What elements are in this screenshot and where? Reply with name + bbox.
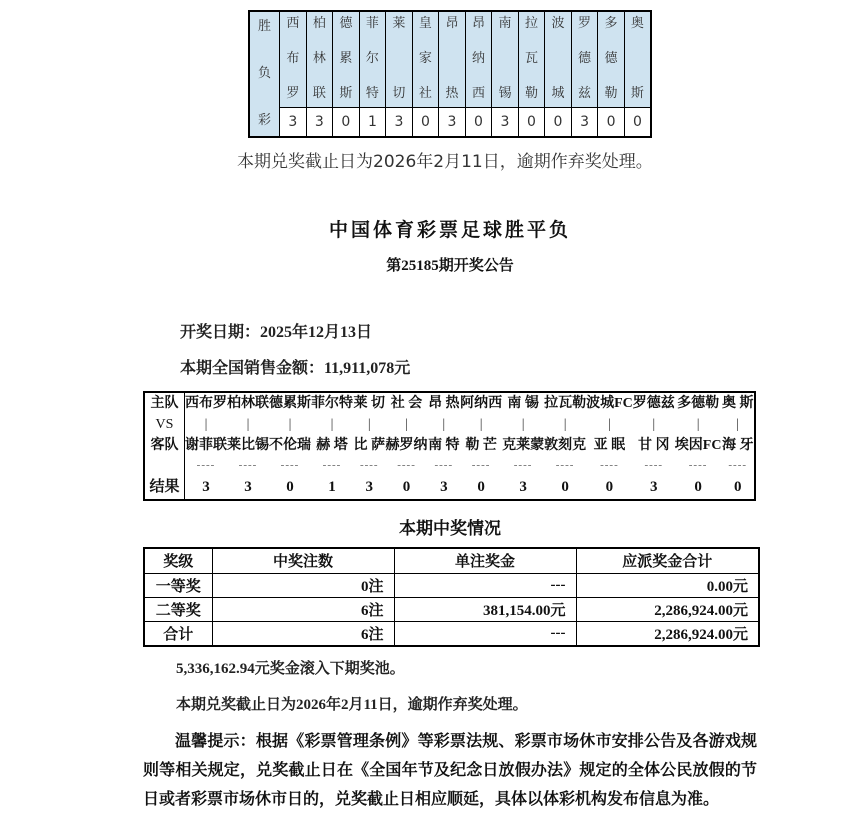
- match-column: [227, 393, 269, 499]
- wdl-team-cell: [492, 11, 519, 107]
- wdl-team-char: 尔: [365, 51, 379, 67]
- wdl-team-char: 柏: [312, 16, 326, 32]
- away-team-name: 海 牙: [721, 438, 754, 453]
- prize-column-header: 中奖注数: [212, 548, 394, 573]
- wdl-result-cell: 3: [439, 107, 466, 137]
- away-team-name: 埃因FC: [674, 438, 722, 453]
- label-vs: VS: [155, 417, 174, 432]
- score-dash: ----: [600, 459, 619, 471]
- match-column: [353, 393, 386, 499]
- wdl-team-char: 皇: [418, 16, 432, 32]
- wdl-team-name: [280, 15, 306, 103]
- wdl-team-name: [519, 15, 545, 103]
- match-columns: [185, 393, 754, 499]
- match-result-value: 0: [477, 479, 485, 495]
- away-team-name: 亚 眠: [593, 438, 626, 453]
- prize-count: 6注: [212, 621, 394, 646]
- match-column: [460, 393, 502, 499]
- prize-header-row: [144, 548, 759, 573]
- prize-row: [144, 573, 759, 597]
- wdl-team-cell: [359, 11, 386, 107]
- away-team-name: 敦刻克: [544, 438, 587, 453]
- away-team-name: 克莱蒙: [502, 438, 545, 453]
- vs-separator: |: [405, 417, 408, 432]
- wdl-header-row: [249, 11, 651, 107]
- match-result-value: 0: [402, 479, 411, 495]
- wdl-team-char: 罗: [578, 16, 592, 32]
- prize-column-header: 奖级: [144, 548, 212, 573]
- wdl-team-char: 累: [339, 51, 353, 67]
- home-team-name: 波城FC: [586, 396, 633, 411]
- wdl-result-cell: 0: [412, 107, 439, 137]
- away-team-name: 莱比锡: [227, 438, 269, 453]
- match-column: [721, 393, 754, 499]
- vs-separator: |: [204, 417, 208, 432]
- label-away-team: 客队: [150, 438, 179, 453]
- wdl-team-char: 勒: [524, 86, 538, 102]
- match-result-value: 3: [519, 479, 527, 495]
- score-dash: ----: [471, 459, 491, 471]
- wdl-result-cell: 3: [280, 107, 307, 137]
- score-dash: ----: [513, 459, 533, 471]
- prize-column-header: 单注奖金: [394, 548, 576, 573]
- wdl-team-char: 德: [578, 51, 592, 67]
- wdl-result-cell: 0: [333, 107, 360, 137]
- score-dash: ----: [280, 459, 300, 471]
- match-result-value: 3: [440, 479, 448, 495]
- prize-count: 0注: [212, 573, 394, 597]
- vs-separator: |: [563, 417, 567, 432]
- wdl-team-char: 莱: [392, 16, 406, 32]
- wdl-team-char: 德: [604, 51, 618, 67]
- wdl-team-char: 切: [392, 86, 406, 102]
- wdl-team-char: 特: [365, 86, 379, 102]
- prize-single-amount: 381,154.00元: [394, 597, 576, 621]
- wdl-team-char: 布: [286, 51, 300, 67]
- wdl-team-cell: [439, 11, 466, 107]
- match-result-value: 0: [694, 479, 702, 495]
- wdl-result-cell: 0: [465, 107, 492, 137]
- vs-separator: |: [736, 417, 740, 432]
- wdl-team-char: 波: [551, 16, 565, 32]
- home-team-name: 菲尔特: [311, 396, 353, 411]
- match-result-value: 0: [561, 479, 569, 495]
- score-dash: ----: [555, 459, 575, 471]
- draw-date-line: 开奖日期：2025年12月13日: [180, 324, 373, 341]
- wdl-team-name: [492, 15, 518, 103]
- home-team-name: 社 会: [390, 396, 423, 411]
- wdl-team-char: 罗: [286, 86, 300, 102]
- wdl-result-cell: 0: [598, 107, 625, 137]
- home-team-name: 德累斯: [269, 396, 311, 411]
- notice-paragraph: 温馨提示：根据《彩票管理条例》等彩票法规、彩票市场休市安排公告及各游戏规则等相关规定，兑奖截止日在《全国年节及纪念日放假办法》规定的全体公民放假的节日或者彩票市场休市日的，兑奖截止日相应顺延，具体以体彩机构发布信息为准。: [143, 732, 757, 808]
- score-dash: ----: [238, 459, 258, 471]
- match-result-value: 3: [650, 479, 658, 495]
- away-team-name: 南 特: [428, 438, 460, 453]
- wdl-team-cell: [412, 11, 439, 107]
- vs-separator: |: [696, 417, 700, 432]
- prize-total-amount: 2,286,924.00元: [576, 597, 759, 621]
- wdl-team-cell: [333, 11, 360, 107]
- wdl-team-name: [360, 15, 386, 103]
- wdl-team-char: 拉: [524, 16, 538, 32]
- wdl-team-cell: [598, 11, 625, 107]
- wdl-team-char: 社: [418, 86, 432, 102]
- match-column: [502, 393, 544, 499]
- prize-level: 二等奖: [144, 597, 212, 621]
- wdl-corner-label: [250, 16, 279, 132]
- issue-subtitle: 第25185期开奖公告: [386, 258, 514, 274]
- wdl-team-cell: [280, 11, 307, 107]
- prize-table-body: [144, 573, 759, 646]
- wdl-result-cell: 3: [306, 107, 333, 137]
- match-result-value: 0: [605, 479, 614, 495]
- match-result-value: 0: [733, 479, 742, 495]
- wdl-team-char: 瓦: [524, 51, 538, 67]
- score-dash: ----: [196, 459, 216, 471]
- score-dash: ----: [397, 459, 416, 471]
- wdl-team-char: 昂: [471, 16, 485, 32]
- sales-amount-line: 本期全国销售金额：11,911,078元: [180, 360, 411, 377]
- score-dash: ----: [644, 459, 664, 471]
- wdl-team-name: [598, 15, 624, 103]
- wdl-team-char: 西: [286, 16, 300, 32]
- match-column: [428, 393, 461, 499]
- match-column: [675, 393, 722, 499]
- home-team-name: 西布罗: [185, 396, 227, 411]
- prize-section-heading: 本期中奖情况: [399, 519, 501, 538]
- match-column: [633, 393, 675, 499]
- wdl-result-cell: 0: [624, 107, 651, 137]
- match-result-value: 3: [202, 479, 210, 495]
- wdl-team-name: [466, 15, 492, 103]
- wdl-team-name: [439, 15, 465, 103]
- wdl-corner-char: 负: [258, 66, 272, 81]
- prize-row: [144, 621, 759, 646]
- wdl-team-char: 斯: [339, 86, 353, 102]
- away-team-name: 赫 塔: [316, 438, 348, 453]
- vs-separator: |: [246, 417, 250, 432]
- match-result-value: 1: [328, 479, 336, 495]
- home-team-name: 奥 斯: [721, 396, 754, 411]
- match-column: [386, 393, 428, 499]
- prize-total-amount: 2,286,924.00元: [576, 621, 759, 646]
- wdl-summary-table: [248, 10, 652, 138]
- match-column: [311, 393, 353, 499]
- match-column: [185, 393, 227, 499]
- home-team-name: 柏林联: [227, 396, 269, 411]
- match-column: [269, 393, 311, 499]
- wdl-team-char: 德: [339, 16, 353, 32]
- wdl-team-cell: [545, 11, 572, 107]
- wdl-team-char: 热: [445, 86, 459, 102]
- prize-single-amount: ---: [394, 621, 576, 646]
- wdl-team-name: [413, 15, 439, 103]
- prize-level: 合计: [144, 621, 212, 646]
- wdl-team-name: [545, 15, 571, 103]
- home-team-name: 昂 热: [428, 396, 460, 411]
- score-dash: ----: [322, 459, 342, 471]
- vs-separator: |: [442, 417, 446, 432]
- home-team-name: 阿纳西: [460, 396, 503, 411]
- away-team-name: 不伦瑞: [269, 438, 311, 453]
- wdl-team-char: 多: [604, 16, 618, 32]
- match-result-value: 3: [244, 479, 252, 495]
- vs-separator: |: [288, 417, 292, 432]
- wdl-team-cell: [571, 11, 598, 107]
- wdl-team-name: [307, 15, 333, 103]
- bottom-deadline-text: 本期兑奖截止日为2026年2月11日，逾期作弃奖处理。: [176, 696, 528, 713]
- home-team-name: 拉瓦勒: [544, 396, 587, 411]
- wdl-team-name: [625, 15, 650, 103]
- wdl-result-cell: 0: [545, 107, 572, 137]
- score-dash: ----: [688, 459, 708, 471]
- wdl-team-char: 奥: [630, 16, 644, 32]
- wdl-team-cell: [465, 11, 492, 107]
- announcement-page: [143, 10, 757, 814]
- wdl-result-cell: 1: [359, 107, 386, 137]
- wdl-team-char: 斯: [630, 86, 644, 102]
- prize-count: 6注: [212, 597, 394, 621]
- wdl-corner-cell: [249, 11, 280, 137]
- wdl-team-char: 纳: [471, 51, 485, 67]
- wdl-team-char: 菲: [365, 16, 379, 32]
- wdl-team-char: 锡: [498, 86, 512, 102]
- prize-table: [143, 547, 760, 647]
- label-result: 结果: [149, 479, 180, 495]
- wdl-team-char: 西: [471, 86, 485, 102]
- wdl-team-cell: [624, 11, 651, 107]
- away-team-name: 赫罗纳: [385, 438, 428, 453]
- wdl-team-name: [333, 15, 359, 103]
- match-row-labels: [145, 393, 185, 499]
- wdl-team-cell: [386, 11, 413, 107]
- prize-single-amount: ---: [394, 573, 576, 597]
- match-column: [544, 393, 586, 499]
- vs-separator: |: [330, 417, 334, 432]
- match-result-value: 0: [286, 479, 294, 495]
- prize-total-amount: 0.00元: [576, 573, 759, 597]
- prize-row: [144, 597, 759, 621]
- match-result-value: 3: [365, 479, 374, 495]
- score-dash: ----: [728, 459, 748, 471]
- vs-separator: |: [652, 417, 656, 432]
- top-deadline-text: 本期兑奖截止日为2026年2月11日，逾期作弃奖处理。: [237, 152, 653, 172]
- wdl-team-char: 城: [551, 86, 565, 102]
- wdl-result-cell: 0: [518, 107, 545, 137]
- wdl-corner-char: 彩: [258, 113, 272, 128]
- prize-level: 一等奖: [144, 573, 212, 597]
- wdl-team-char: 林: [312, 51, 326, 67]
- match-results-table: [143, 391, 756, 501]
- wdl-team-name: [572, 15, 598, 103]
- match-column: [586, 393, 633, 499]
- wdl-team-char: 联: [312, 86, 326, 102]
- home-team-name: 莱 切: [353, 396, 386, 411]
- away-team-name: 比 萨: [353, 438, 386, 453]
- vs-separator: |: [479, 417, 483, 432]
- wdl-team-char: 南: [498, 16, 512, 32]
- wdl-result-cell: 3: [571, 107, 598, 137]
- wdl-team-char: 昂: [445, 16, 459, 32]
- wdl-corner-char: 胜: [258, 19, 272, 34]
- home-team-name: 多德勒: [677, 396, 720, 411]
- wdl-team-char: 勒: [604, 86, 618, 102]
- home-team-name: 南 锡: [507, 396, 539, 411]
- away-team-name: 甘 冈: [638, 438, 670, 453]
- score-dash: ----: [434, 459, 454, 471]
- wdl-result-row: [249, 107, 651, 137]
- away-team-name: 勒 芒: [465, 438, 497, 453]
- wdl-team-cell: [518, 11, 545, 107]
- wdl-team-name: [386, 15, 412, 103]
- home-team-name: 罗德兹: [632, 396, 675, 411]
- wdl-result-cell: 3: [386, 107, 413, 137]
- wdl-result-cell: 3: [492, 107, 519, 137]
- rollover-text: 5,336,162.94元奖金滚入下期奖池。: [176, 660, 405, 677]
- page-title: 中国体育彩票足球胜平负: [328, 220, 571, 241]
- page: [0, 10, 859, 807]
- label-home-team: 主队: [150, 396, 179, 411]
- wdl-team-cell: [306, 11, 333, 107]
- away-team-name: 谢菲联: [185, 438, 227, 453]
- vs-separator: |: [521, 417, 525, 432]
- prize-column-header: 应派奖金合计: [576, 548, 759, 573]
- vs-separator: |: [367, 417, 371, 432]
- vs-separator: |: [608, 417, 611, 432]
- wdl-team-char: 兹: [578, 86, 592, 102]
- score-dash: ----: [359, 459, 379, 471]
- wdl-team-char: 家: [418, 51, 432, 67]
